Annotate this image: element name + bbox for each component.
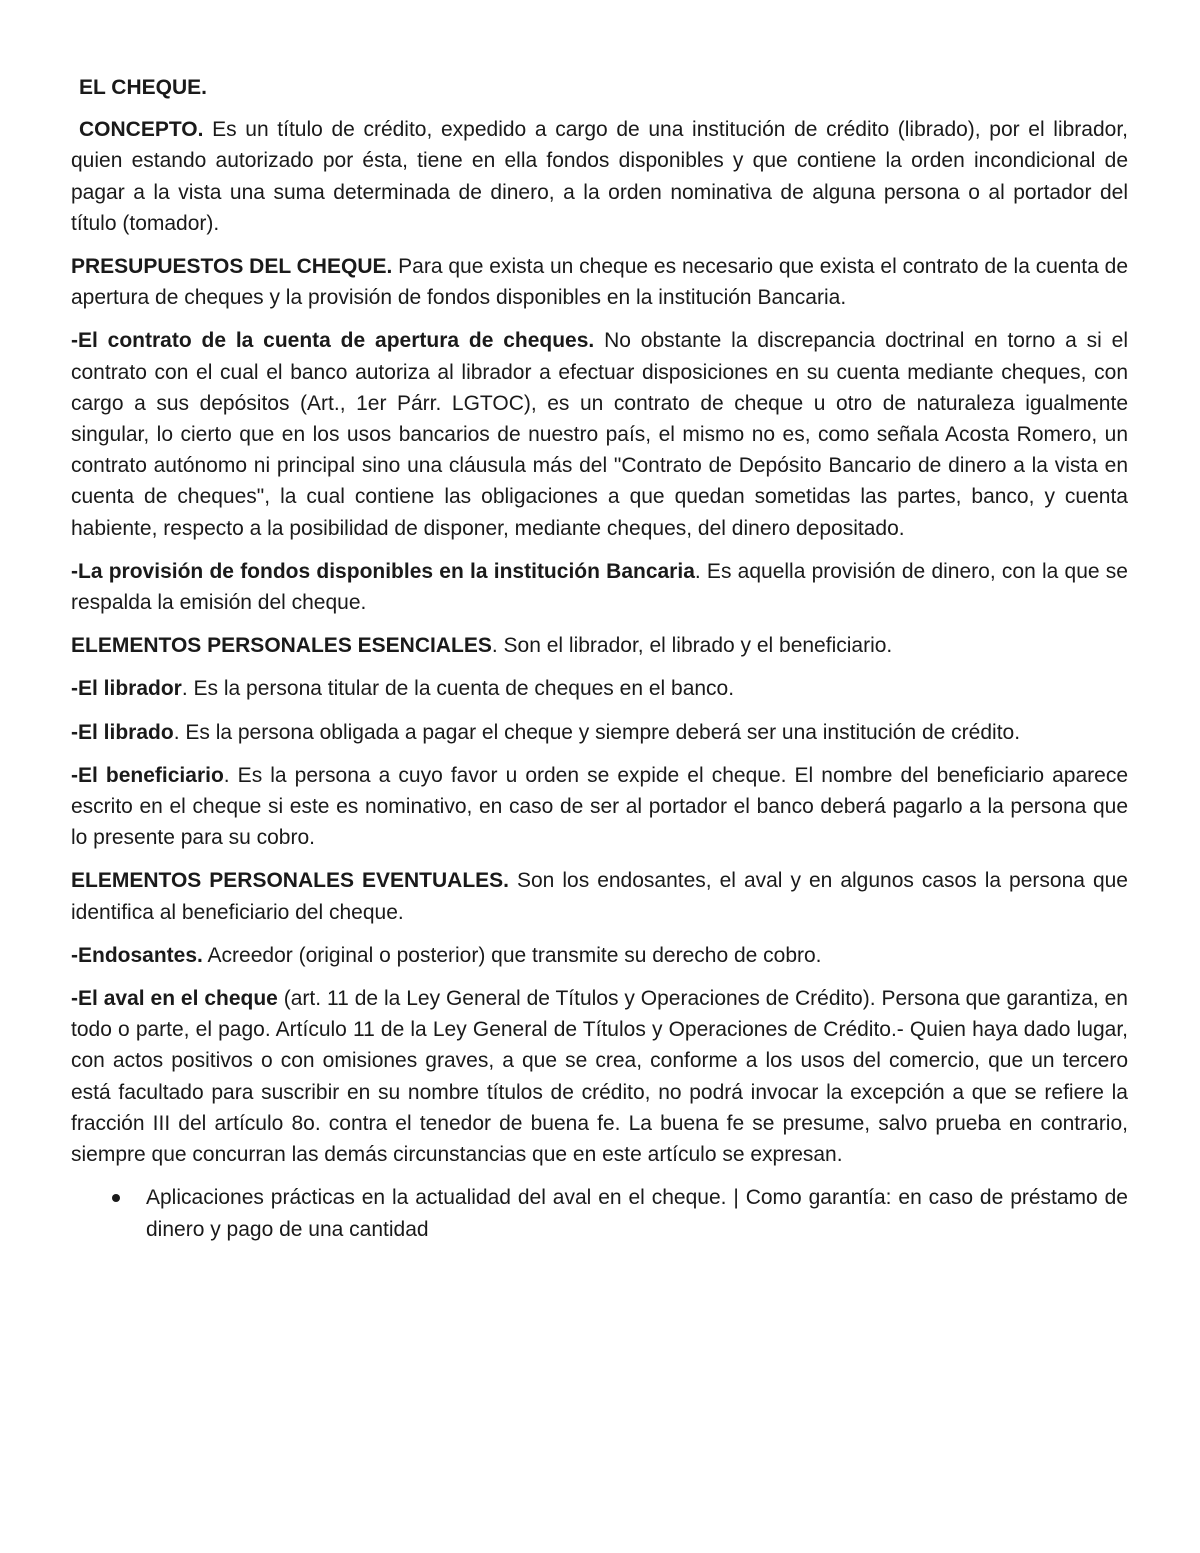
- document-title: EL CHEQUE.: [79, 76, 207, 99]
- paragraph-heading: -El beneficiario: [71, 763, 224, 787]
- paragraph-heading: -El aval en el cheque: [71, 987, 278, 1011]
- paragraph-elementos-eventuales: [71, 865, 1128, 927]
- paragraph-text: . Es aquella provisión de dinero, con la que se respalda la emisión del cheque.: [71, 559, 1128, 615]
- paragraph-text: Acreedor (original o posterior) que transmite su derecho de cobro.: [202, 943, 822, 967]
- paragraph-librador: [71, 673, 1128, 704]
- paragraph-text: Son los endosantes, el aval y en algunos casos la persona que identifica al beneficiario del cheque.: [71, 869, 1128, 924]
- paragraph-presupuestos: [71, 251, 1128, 313]
- paragraph-text: . Es la persona a cuyo favor u orden se expide el cheque. El nombre del beneficiario aparece escrito en el cheque si este es nominativo, en caso de ser al portador el banco deberá pagarlo a la persona que lo presente para su cobro.: [71, 763, 1128, 850]
- paragraph-elementos-esenciales: [71, 630, 1128, 661]
- paragraph-heading: PRESUPUESTOS DEL CHEQUE.: [71, 255, 393, 279]
- paragraph-text: . Son el librador, el librado y el beneficiario.: [491, 634, 893, 658]
- paragraph-heading: -La provisión de fondos disponibles en la institución Bancaria: [71, 559, 695, 583]
- paragraph-beneficiario: [71, 760, 1128, 854]
- paragraph-aval: [71, 983, 1128, 1170]
- paragraph-heading: ELEMENTOS PERSONALES ESENCIALES: [71, 634, 492, 658]
- paragraph-text: (art. 11 de la Ley General de Títulos y Operaciones de Crédito). Persona que garantiza, en todo o parte, el pago. Artículo 11 de la Ley General de Títulos y Operaciones de Crédito.- Quien haya dado lugar, con actos positivos o con omisiones graves, a que se crea, conforme a los usos del comercio, que un tercero está facultado para suscribir en su nombre títulos de crédito, no podrá invocar la excepción a que se refiere la fracción III del artículo 8o. contra el tenedor de buena fe. La buena fe se presume, salvo prueba en contrario, siempre que concurran las demás circunstancias que en este artículo se expresan.: [71, 987, 1128, 1167]
- paragraph-text: . Es la persona titular de la cuenta de cheques en el banco.: [181, 677, 735, 701]
- paragraph-contrato: [71, 325, 1128, 543]
- paragraph-provision: [71, 556, 1128, 618]
- paragraph-heading: -El librado: [71, 720, 174, 744]
- bullet-list: [71, 1182, 1128, 1244]
- paragraph-heading: -El contrato de la cuenta de apertura de cheques.: [71, 329, 595, 353]
- list-item-text: Aplicaciones prácticas en la actualidad del aval en el cheque. | Como garantía: en caso de préstamo de dinero y pago de una cantidad: [146, 1186, 1128, 1241]
- paragraph-text: Para que exista un cheque es necesario que exista el contrato de la cuenta de apertura de cheques y la provisión de fondos disponibles en la institución Bancaria.: [71, 255, 1128, 310]
- paragraph-text: No obstante la discrepancia doctrinal en torno a si el contrato con el cual el banco autoriza al librador a efectuar disposiciones en su cuenta mediante cheques, con cargo a sus depósitos (Art., 1er Párr. LGTOC), es un contrato de cheque u otro de naturaleza igualmente singular, lo cierto que en los usos bancarios de nuestro país, el mismo no es, como señala Acosta Romero, un contrato autónomo ni principal sino una cláusula más del "Contrato de Depósito Bancario de dinero a la vista en cuenta de cheques", la cual contiene las obligaciones a que quedan sometidas las partes, banco, y cuenta habiente, respecto a la posibilidad de disponer, mediante cheques, del dinero depositado.: [71, 329, 1129, 540]
- list-item: [71, 1182, 1128, 1244]
- paragraph-heading: ELEMENTOS PERSONALES EVENTUALES.: [71, 869, 509, 893]
- paragraph-librado: [71, 717, 1128, 748]
- paragraph-text: . Es la persona obligada a pagar el cheque y siempre deberá ser una institución de crédito.: [173, 720, 1021, 744]
- paragraph-heading: -Endosantes.: [71, 943, 203, 967]
- paragraph-heading: CONCEPTO.: [79, 118, 204, 142]
- bullet-dot-icon: [112, 1194, 120, 1202]
- paragraph-heading: -El librador: [71, 677, 182, 701]
- paragraph-concepto: [71, 114, 1128, 239]
- paragraph-text: Es un título de crédito, expedido a cargo de una institución de crédito (librado), por el librador, quien estando autorizado por ésta, tiene en ella fondos disponibles y que contiene la orden incondicional de pagar a la vista una suma determinada de dinero, a la orden nominativa de alguna persona o al portador del título (tomador).: [71, 118, 1128, 235]
- paragraph-endosantes: [71, 940, 1128, 971]
